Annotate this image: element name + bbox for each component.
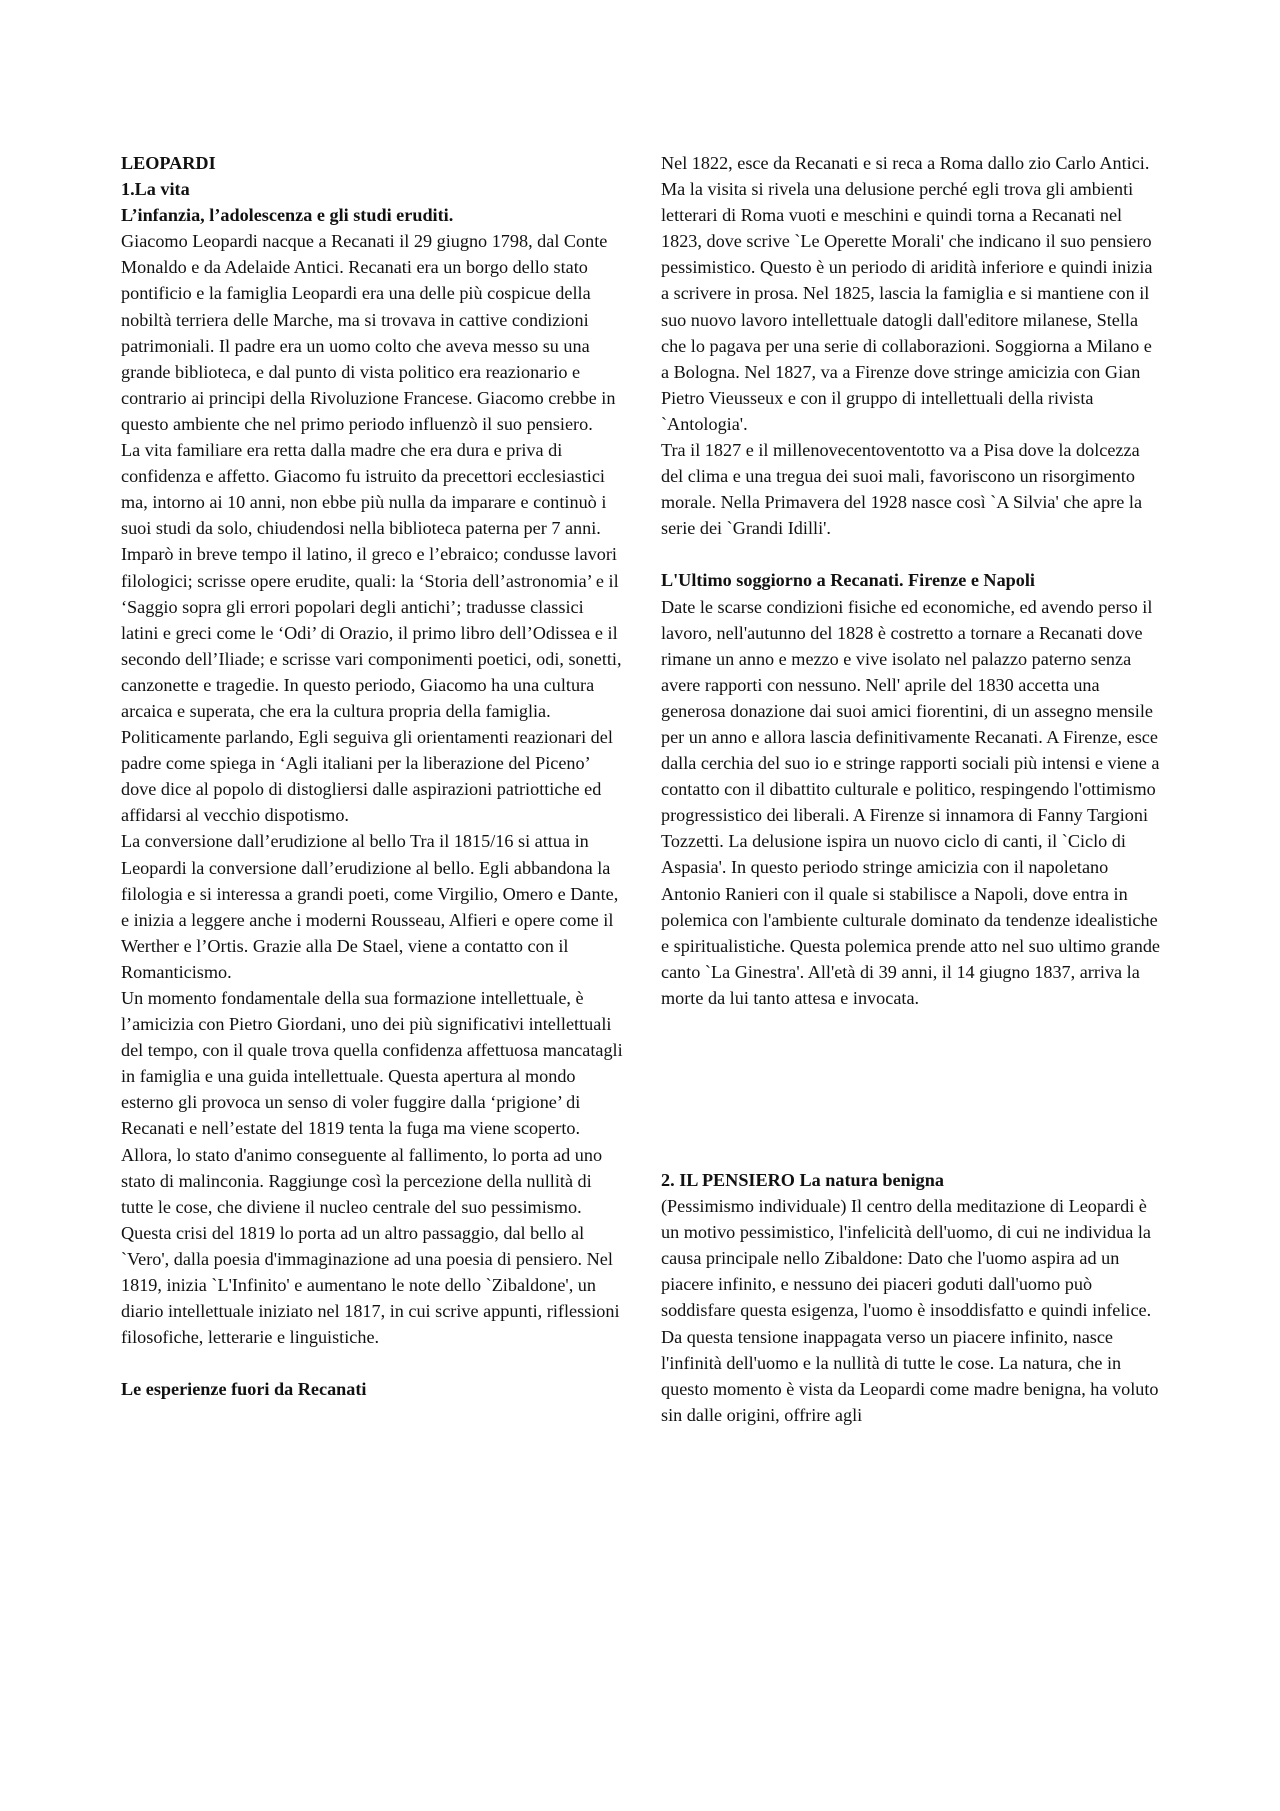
right-column — [661, 150, 1161, 1428]
section-heading-pensiero: 2. IL PENSIERO La natura benigna — [661, 1170, 944, 1190]
paragraph: Nel 1822, esce da Recanati e si reca a Roma dallo zio Carlo Antici. Ma la visita si rivela una delusione perché egli trova gli ambienti letterari di Roma vuoti e meschini e quindi torna a Recanati nel 1823, dove scrive `Le Operette Morali' che indicano il suo pensiero pessimistico. Questo è un periodo di aridità inferiore e quindi inizia a scrivere in prosa. Nel 1825, lascia la famiglia e si mantiene con il suo nuovo lavoro intellettuale datogli dall'editore milanese, Stella che lo pagava per una serie di collaborazioni. Soggiorna a Milano e a Bologna. Nel 1827, va a Firenze dove stringe amicizia con Gian Pietro Vieusseux e con il gruppo di intellettuali della rivista `Antologia'. — [661, 153, 1153, 434]
spacer — [661, 1011, 1161, 1167]
spacer — [661, 541, 1161, 567]
paragraph: Giacomo Leopardi nacque a Recanati il 29 giugno 1798, dal Conte Monaldo e da Adelaide Antici. Recanati era un borgo dello stato pontificio e la famiglia Leopardi era una delle più cospicue della nobiltà terriera delle Marche, ma si trovava in cattive condizioni patrimoniali. Il padre era un uomo colto che aveva messo su una grande biblioteca, e dal punto di vista politico era reazionario e contrario ai principi della Rivoluzione Francese. Giacomo crebbe in questo ambiente che nel primo periodo influenzò il suo pensiero. — [121, 231, 616, 434]
paragraph: Date le scarse condizioni fisiche ed economiche, ed avendo perso il lavoro, nell'autunno del 1828 è costretto a tornare a Recanati dove rimane un anno e mezzo e vive isolato nel palazzo paterno senza avere rapporti con nessuno. Nell' aprile del 1830 accetta una generosa donazione dai suoi amici fiorentini, di un assegno mensile per un anno e allora lascia definitivamente Recanati. A Firenze, esce dalla cerchia del suo io e stringe rapporti sociali più intensi e viene a contatto con il dibattito culturale e politico, respingendo l'ottimismo progressistico dei liberali. A Firenze si innamora di Fanny Targioni Tozzetti. La delusione ispira un nuovo ciclo di canti, il `Ciclo di Aspasia'. In questo periodo stringe amicizia con il napoletano Antonio Ranieri con il quale si stabilisce a Napoli, dove entra in polemica con l'ambiente culturale dominato da tendenze idealistiche e spiritualistiche. Questa polemica prende atto nel suo ultimo grande canto `La Ginestra'. All'età di 39 anni, il 14 giugno 1837, arriva la morte da lui tanto attesa e invocata. — [661, 596, 1161, 1008]
subheading-esperienze: Le esperienze fuori da Recanati — [121, 1379, 367, 1400]
paragraph: Allora, lo stato d'animo conseguente al fallimento, lo porta ad uno stato di malinconia. Raggiunge così la percezione della nullità di tutte le cose, che diviene il nucleo centrale del suo pessimismo. Questa crisi del 1819 lo porta ad un altro passaggio, dal bello al `Vero', dalla poesia d'immaginazione ad una poesia di pensiero. Nel 1819, inizia `L'Infinito' e aumentano le note dello `Zibaldone', un diario intellettuale iniziato nel 1817, in cui scrive appunti, riflessioni filosofiche, letterarie e linguistiche. — [121, 1144, 620, 1348]
paragraph: La conversione dall’erudizione al bello Tra il 1815/16 si attua in Leopardi la conversione dall’erudizione al bello. Egli abbandona la filologia e si interessa a grandi poeti, come Virgilio, Omero e Dante, e inizia a leggere anche i moderni Rousseau, Alfieri e opere come il Werther e l’Ortis. Grazie alla De Stael, viene a contatto con il Romanticismo. — [121, 831, 619, 982]
paragraph: La vita familiare era retta dalla madre che era dura e priva di confidenza e affetto. Giacomo fu istruito da precettori ecclesiastici ma, intorno ai 10 anni, non ebbe più nulla da imparare e continuò i suoi studi da solo, chiudendosi nella biblioteca paterna per 7 anni. Imparò in breve tempo il latino, il greco e l’ebraico; condusse lavori filologici; scrisse opere erudite, quali: la ‘Storia dell’astronomia’ e il ‘Saggio sopra gli errori popolari degli antichi’; tradusse classici latini e greci come le ‘Odi’ di Orazio, il primo libro dell’Odissea e il secondo dell’Iliade; e scrisse vari componimenti poetici, odi, sonetti, canzonette e tragedie. In questo periodo, Giacomo ha una cultura arcaica e superata, che era la cultura propria della famiglia. Politicamente parlando, Egli seguiva gli orientamenti reazionari del padre come spiega in ‘Agli italiani per la liberazione del Piceno’ dove dice al popolo di distogliersi dalle aspirazioni patriottiche ed affidarsi al vecchio dispotismo. — [121, 440, 622, 826]
spacer — [121, 1350, 623, 1376]
paragraph: (Pessimismo individuale) Il centro della meditazione di Leopardi è un motivo pessimistico, l'infelicità dell'uomo, di cui ne individua la causa principale nello Zibaldone: Dato che l'uomo aspira ad un piacere infinito, e nessuno dei piaceri goduti dall'uomo può soddisfare questa esigenza, l'uomo è insoddisfatto e quindi infelice. Da questa tensione inappagata verso un piacere infinito, nasce l'infinità dell'uomo e la nullità di tutte le cose. La natura, che in questo momento è vista da Leopardi come madre benigna, ha voluto sin dalle origini, offrire agli — [661, 1196, 1159, 1425]
document-title: LEOPARDI — [121, 153, 216, 173]
section-heading-la-vita: 1.La vita — [121, 179, 190, 200]
paragraph: Un momento fondamentale della sua formazione intellettuale, è l’amicizia con Pietro Giordani, uno dei più significativi intellettuali del tempo, con il quale trova quella confidenza affettuosa mancatagli in famiglia e una guida intellettuale. Questa apertura al mondo esterno gli provoca un senso di voler fuggire dalla ‘prigione’ di Recanati e nell’estate del 1819 tenta la fuga ma viene scoperto. — [121, 988, 623, 1139]
left-column — [121, 150, 623, 1402]
subheading-infanzia: L’infanzia, l’adolescenza e gli studi eruditi. — [121, 205, 454, 226]
paragraph: Tra il 1827 e il millenovecentoventotto va a Pisa dove la dolcezza del clima e una tregua dei suoi mali, favoriscono un risorgimento morale. Nella Primavera del 1928 nasce così `A Silvia' che apre la serie dei `Grandi Idilli'. — [661, 440, 1143, 539]
subheading-ultimo-soggiorno: L'Ultimo soggiorno a Recanati. Firenze e Napoli — [661, 570, 1035, 591]
